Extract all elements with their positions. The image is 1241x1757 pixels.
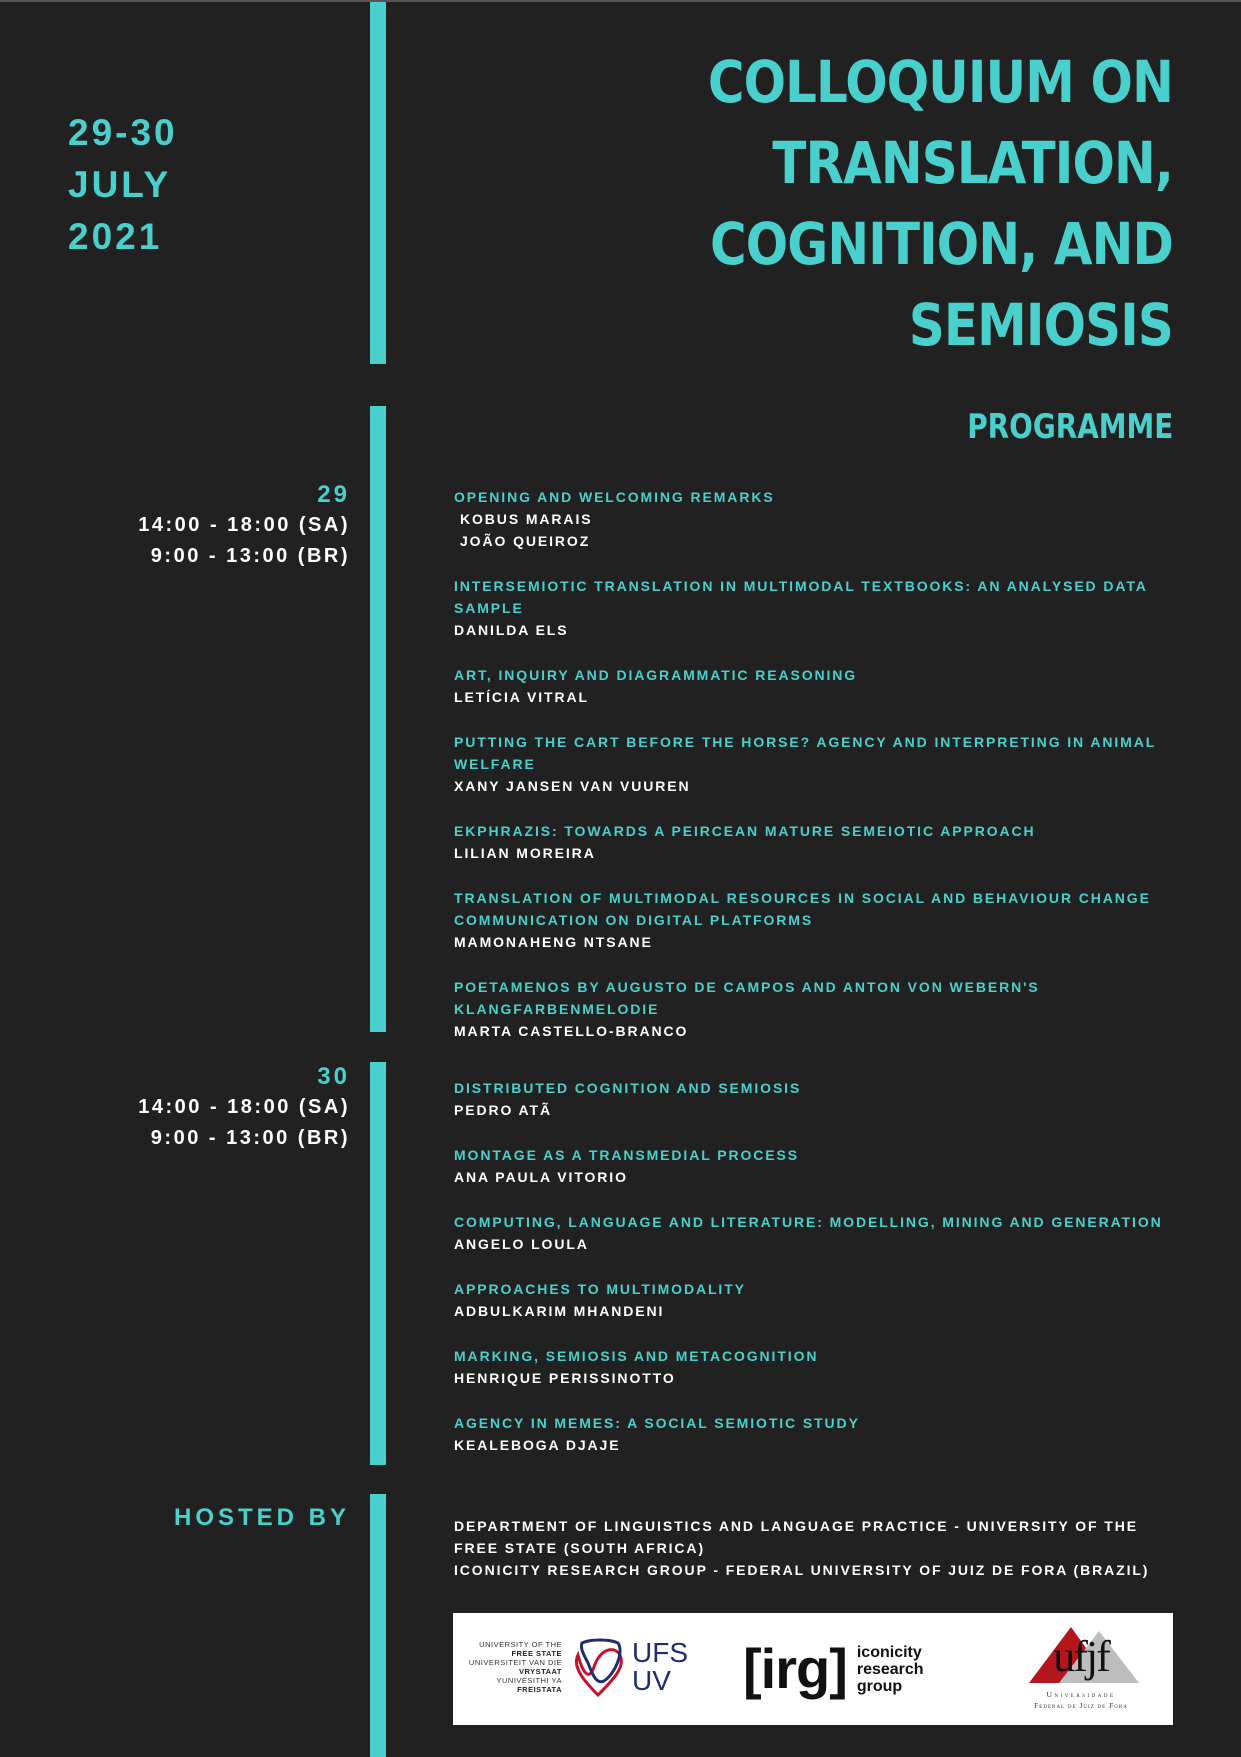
time-sa: 14:00 - 18:00 (SA)	[138, 1096, 350, 1118]
ufs-text-line: VRYSTAAT	[518, 1667, 562, 1676]
session-title: ART, INQUIRY AND DIAGRAMMATIC REASONING	[454, 667, 858, 683]
session-speaker: LETÍCIA VITRAL	[454, 689, 589, 705]
accent-bar-day-29	[370, 406, 386, 1032]
session-title: OPENING AND WELCOMING REMARKS	[454, 489, 775, 505]
session-title: POETAMENOS BY AUGUSTO DE CAMPOS AND ANTON VON WEBERN'S KLANGFARBENMELODIE	[454, 979, 1040, 1017]
session-item	[454, 486, 1174, 552]
ufs-mark-line: UV	[632, 1665, 671, 1696]
irg-mark: [irg]	[743, 1637, 847, 1700]
date-month: JULY	[68, 164, 172, 205]
host-ufjf: ICONICITY RESEARCH GROUP - FEDERAL UNIVERSITY OF JUIZ DE FORA (BRAZIL)	[454, 1562, 1150, 1578]
date-year: 2021	[68, 216, 163, 257]
session-speaker: XANY JANSEN VAN VUUREN	[454, 778, 691, 794]
ufs-logo	[467, 1637, 688, 1697]
ufs-text-line: UNIVERSITEIT VAN DIE	[468, 1658, 562, 1667]
session-speaker: KEALEBOGA DJAJE	[454, 1437, 621, 1453]
session-item	[454, 820, 1174, 864]
session-item	[454, 1077, 1174, 1121]
session-item	[454, 1211, 1174, 1255]
irg-logo	[743, 1639, 924, 1699]
session-item	[454, 731, 1174, 797]
day-29-sessions	[454, 486, 1174, 1065]
time-br: 9:00 - 13:00 (BR)	[150, 1127, 350, 1149]
session-title: COMPUTING, LANGUAGE AND LITERATURE: MODELLING, MINING AND GENERATION	[454, 1214, 1163, 1230]
session-item	[454, 1144, 1174, 1188]
session-speaker: DANILDA ELS	[454, 622, 569, 638]
session-speaker: ANGELO LOULA	[454, 1236, 589, 1252]
session-speaker: ANA PAULA VITORIO	[454, 1169, 628, 1185]
ufjf-text-line: Universidade	[1046, 1690, 1116, 1699]
session-title: INTERSEMIOTIC TRANSLATION IN MULTIMODAL TEXTBOOKS: AN ANALYSED DATA SAMPLE	[454, 578, 1148, 616]
irg-text-line: iconicity	[856, 1643, 922, 1661]
title-line: SEMIOSIS	[908, 291, 1173, 359]
ufs-text-line: FREE STATE	[511, 1649, 562, 1658]
session-speaker: PEDRO ATÃ	[454, 1102, 552, 1118]
day-number: 29	[317, 481, 350, 508]
title-line: COGNITION, AND	[709, 210, 1173, 278]
title-line: COLLOQUIUM ON	[707, 48, 1173, 116]
hosts-list	[454, 1515, 1174, 1581]
partner-logos	[453, 1613, 1173, 1725]
ufs-logo-text	[467, 1640, 562, 1694]
day-29-header	[138, 480, 350, 572]
title-line: TRANSLATION,	[772, 129, 1173, 197]
irg-text-line: group	[856, 1677, 903, 1695]
day-30-sessions	[454, 1077, 1174, 1479]
day-number: 30	[317, 1063, 350, 1090]
ufs-heart-icon	[570, 1637, 628, 1697]
ufjf-mark: ufjf	[1053, 1632, 1109, 1681]
session-title: MARKING, SEMIOSIS AND METACOGNITION	[454, 1348, 819, 1364]
session-title: DISTRIBUTED COGNITION AND SEMIOSIS	[454, 1080, 802, 1096]
accent-bar-day-30	[370, 1062, 386, 1465]
ufs-text-line: FREISTATA	[517, 1685, 562, 1694]
session-title: TRANSLATION OF MULTIMODAL RESOURCES IN SOCIAL AND BEHAVIOUR CHANGE COMMUNICATION ON DIGITAL PLATFORMS	[454, 890, 1151, 928]
day-30-header	[138, 1062, 350, 1154]
time-sa: 14:00 - 18:00 (SA)	[138, 514, 350, 536]
accent-bar-hosted	[370, 1494, 386, 1757]
session-speaker: MAMONAHENG NTSANE	[454, 934, 653, 950]
session-speaker: ADBULKARIM MHANDENI	[454, 1303, 665, 1319]
ufs-text-line: UNIVERSITY OF THE	[479, 1640, 562, 1649]
session-title: EKPHRAZIS: TOWARDS A PEIRCEAN MATURE SEMEIOTIC APPROACH	[454, 823, 1036, 839]
accent-bar-header	[370, 2, 386, 364]
session-item	[454, 1412, 1174, 1456]
session-item	[454, 575, 1174, 641]
ufs-letters	[632, 1639, 688, 1695]
session-item	[454, 887, 1174, 953]
time-br: 9:00 - 13:00 (BR)	[150, 545, 350, 567]
session-item	[454, 1345, 1174, 1389]
session-speaker: KOBUS MARAIS	[460, 511, 593, 527]
ufs-mark-line: UFS	[632, 1637, 688, 1668]
irg-text-line: research	[856, 1660, 924, 1678]
session-title: APPROACHES TO MULTIMODALITY	[454, 1281, 746, 1297]
event-date	[68, 107, 178, 263]
irg-logo-text	[857, 1644, 924, 1695]
ufjf-text-line: Federal de Juiz de Fora	[1034, 1701, 1128, 1710]
session-title: MONTAGE AS A TRANSMEDIAL PROCESS	[454, 1147, 799, 1163]
hosted-by-label: HOSTED BY	[173, 1504, 350, 1531]
session-speaker: LILIAN MOREIRA	[454, 845, 596, 861]
session-item	[454, 664, 1174, 708]
session-speaker: MARTA CASTELLO-BRANCO	[454, 1023, 689, 1039]
session-speaker: JOÃO QUEIROZ	[460, 533, 591, 549]
host-ufs: DEPARTMENT OF LINGUISTICS AND LANGUAGE PRACTICE - UNIVERSITY OF THE FREE STATE (SOUTH AFRICA)	[454, 1518, 1138, 1556]
session-title: AGENCY IN MEMES: A SOCIAL SEMIOTIC STUDY	[454, 1415, 860, 1431]
session-title: PUTTING THE CART BEFORE THE HORSE? AGENCY AND INTERPRETING IN ANIMAL WELFARE	[454, 734, 1156, 772]
ufjf-emblem	[1001, 1621, 1161, 1689]
programme-heading: PROGRAMME	[966, 407, 1173, 447]
session-speaker: HENRIQUE PERISSINOTTO	[454, 1370, 676, 1386]
ufs-text-line: YUNIVESITHI YA	[496, 1676, 562, 1685]
ufjf-logo	[1001, 1621, 1161, 1711]
page-title	[657, 42, 1173, 366]
date-days: 29-30	[68, 112, 178, 153]
session-item	[454, 976, 1174, 1042]
session-item	[454, 1278, 1174, 1322]
